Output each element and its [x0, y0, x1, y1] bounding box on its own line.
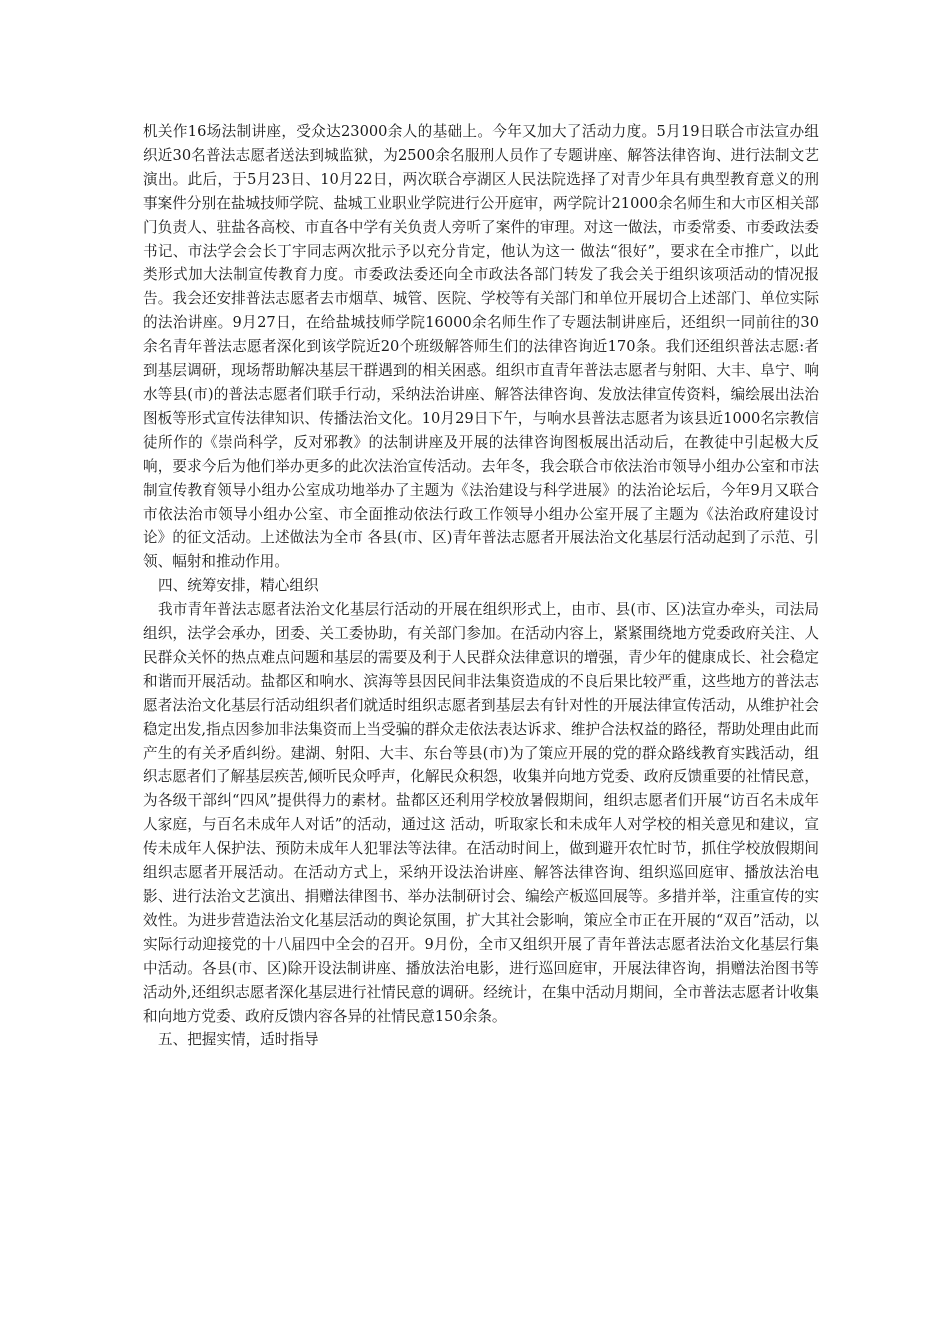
body-paragraph-1: 机关作16场法制讲座，受众达23000余人的基础上。今年又加大了活动力度。5月19日联合市法宣办组织近30名普法志愿者送法到城监狱，为2500余名服刑人员作了专题讲座、解答法律咨询、进行法制文艺演出。此后，于5月23日、10月22日，两次联合亭湖区人民法院选择了对青少年具有典型教育意义的刑事案件分别在盐城技师学院、盐城工业职业学院进行公开庭审，两学院计21000余名师生和大市区相关部门负责人、驻盐各高校、市直各中学有关负责人旁听了案件的审理。对这一做法，市委常委、市委政法委书记、市法学会会长丁宇同志两次批示予以充分肯定，他认为这一 做法“很好”，要求在全市推广，以此类形式加大法制宣传教育力度。市委政法委还向全市政法各部门转发了我会关于组织该项活动的情况报告。我会还安排普法志愿者去市烟草、城管、医院、学校等有关部门和单位开展切合上述部门、单位实际的法治讲座。9月27日，在给盐城技师学院16000余名师生作了专题法制讲座后，还组织一同前往的30余名青年普法志愿者深化到该学院近20个班级解答师生们的法律咨询近170条。我们还组织普法志愿:者到基层调研，现场帮助解决基层干群遇到的相关困惑。组织市直青年普法志愿者与射阳、大丰、阜宁、响水等县(市)的普法志愿者们联手行动，采纳法治讲座、解答法律咨询、发放法律宣传资料，编绘展出法治图板等形式宣传法律知识、传播法治文化。10月29日下午，与响水县普法志愿者为该县近1000名宗教信徒所作的《崇尚科学，反对邪教》的法制讲座及开展的法律咨询图板展出活动后，在教徒中引起极大反响，要求今后为他们举办更多的此次法治宣传活动。去年冬，我会联合市依法治市领导小组办公室和市法制宣传教育领导小组办公室成功地举办了主题为《法治建设与科学进展》的法治论坛后，今年9月又联合市依法治市领导小组办公室、市全面推动依法行政工作领导小组办公室开展了主题为《法治政府建设讨论》的征文活动。上述做法为全市 各县(市、区)青年普法志愿者开展法治文化基层行活动起到了示范、引领、幅射和推动作用。: [143, 123, 819, 571]
section-heading-4: 四、统筹安排，精心组织: [158, 577, 319, 595]
section-heading-5: 五、把握实情，适时指导: [158, 1031, 319, 1049]
body-paragraph-2: 我市青年普法志愿者法治文化基层行活动的开展在组织形式上，由市、县(市、区)法宣办牵头，司法局组织，法学会承办，团委、关工委协助，有关部门参加。在活动内容上，紧紧围绕地方党委政府关注、人民群众关怀的热点难点问题和基层的需要及利于人民群众法律意识的增强，青少年的健康成长、社会稳定和谐而开展活动。盐都区和响水、滨海等县因民间非法集资造成的不良后果比较严重，这些地方的普法志愿者法治文化基层行活动组织者们就适时组织志愿者到基层去有针对性的开展法律宣传活动，从维护社会稳定出发,指点因参加非法集资而上当受骗的群众走依法表达诉求、维护合法权益的路径，帮助处理由此而产生的有关矛盾纠纷。建湖、射阳、大丰、东台等县(市)为了策应开展的党的群众路线教育实践活动，组织志愿者们了解基层疾苦,倾听民众呼声，化解民众积怨，收集并向地方党委、政府反馈重要的社情民意，为各级干部纠“四风”提供得力的素材。盐都区还利用学校放暑假期间，组织志愿者们开展“访百名未成年人家庭，与百名未成年人对话”的活动，通过这 活动，听取家长和未成年人对学校的相关意见和建议，宣传未成年人保护法、预防未成年人犯罪法等法律。在活动时间上，做到避开农忙时节，抓住学校放假期间组织志愿者开展活动。在活动方式上，采纳开设法治讲座、解答法律咨询、组织巡回庭审、播放法治电影、进行法治文艺演出、捐赠法律图书、举办法制研讨会、编绘产板巡回展等。多措并举，注重宣传的实效性。为进步营造法治文化基层活动的舆论氛围，扩大其社会影响，策应全市正在开展的“双百”活动，以实际行动迎接党的十八届四中全会的召开。9月份，全市又组织开展了青年普法志愿者法治文化基层行集中活动。各县(市、区)除开设法制讲座、播放法治电影，进行巡回庭审，开展法律咨询，捐赠法治图书等活动外,还组织志愿者深化基层进行社情民意的调研。经统计，在集中活动月期间，全市普法志愿者计收集和向地方党委、政府反馈内容各异的社情民意150余条。: [143, 601, 819, 1025]
document-page: [143, 120, 819, 1052]
